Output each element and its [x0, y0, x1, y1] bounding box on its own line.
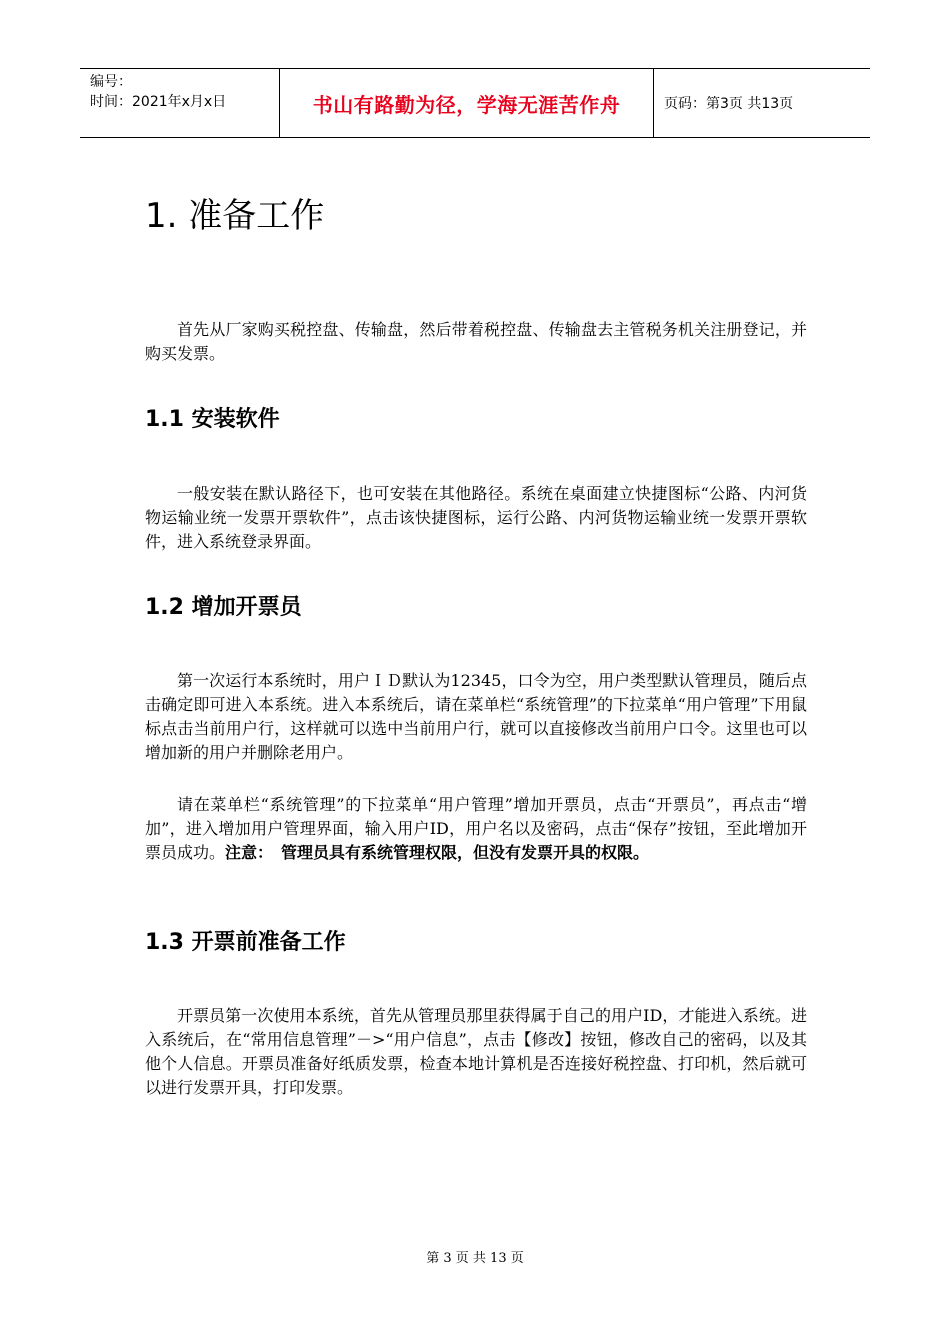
paragraph-add-user: 第一次运行本系统时，用户ＩＤ默认为12345，口令为空，用户类型默认管理员，随后点击确定即可进入本系统。进入本系统后，请在菜单栏“系统管理”的下拉菜单“用户管理”下用鼠标点击当前用户行，这样就可以选中当前用户行，就可以直接修改当前用户口令。这里也可以增加新的用户并删除老用户。	[145, 671, 807, 762]
header-left-cell	[80, 69, 280, 137]
paragraph-install: 一般安装在默认路径下，也可安装在其他路径。系统在桌面建立快捷图标“公路、内河货物运输业统一发票开票软件”，点击该快捷图标，运行公路、内河货物运输业统一发票开票软件，进入系统登录界面。	[145, 484, 807, 551]
paragraph-add-issuer	[145, 793, 807, 865]
paragraph-add-issuer-text: 请在菜单栏“系统管理”的下拉菜单“用户管理”增加开票员，点击“开票员”，再点击“增加”，进入增加用户管理界面，输入用户ID，用户名以及密码，点击“保存”按钮，至此增加开票员成功。	[145, 795, 807, 862]
header-page-info: 页码：第3页 共13页	[664, 96, 794, 112]
section-title-1: 1. 准备工作	[145, 196, 325, 236]
header-motto: 书山有路勤为径，学海无涯苦作舟	[280, 69, 654, 137]
section-title-1-2: 1.2 增加开票员	[145, 595, 302, 620]
time-label: 时间：2021年x月x日	[90, 94, 227, 110]
note-text: 注意： 管理员具有系统管理权限，但没有发票开具的权限。	[225, 843, 650, 862]
page-header	[80, 68, 870, 138]
section-title-1-3: 1.3 开票前准备工作	[145, 930, 346, 955]
page-footer: 第 3 页 共 13 页	[426, 1251, 524, 1266]
paragraph-pre-issue: 开票员第一次使用本系统，首先从管理员那里获得属于自己的用户ID，才能进入系统。进入系统后，在“常用信息管理”－>“用户信息”，点击【修改】按钮，修改自己的密码，以及其他个人信息。开票员准备好纸质发票，检查本地计算机是否连接好税控盘、打印机，然后就可以进行发票开具，打印发票。	[145, 1006, 807, 1097]
section-title-1-1: 1.1 安装软件	[145, 407, 280, 432]
code-label: 编号：	[90, 74, 132, 90]
paragraph-preparation: 首先从厂家购买税控盘、传输盘，然后带着税控盘、传输盘去主管税务机关注册登记，并购买发票。	[145, 320, 807, 363]
